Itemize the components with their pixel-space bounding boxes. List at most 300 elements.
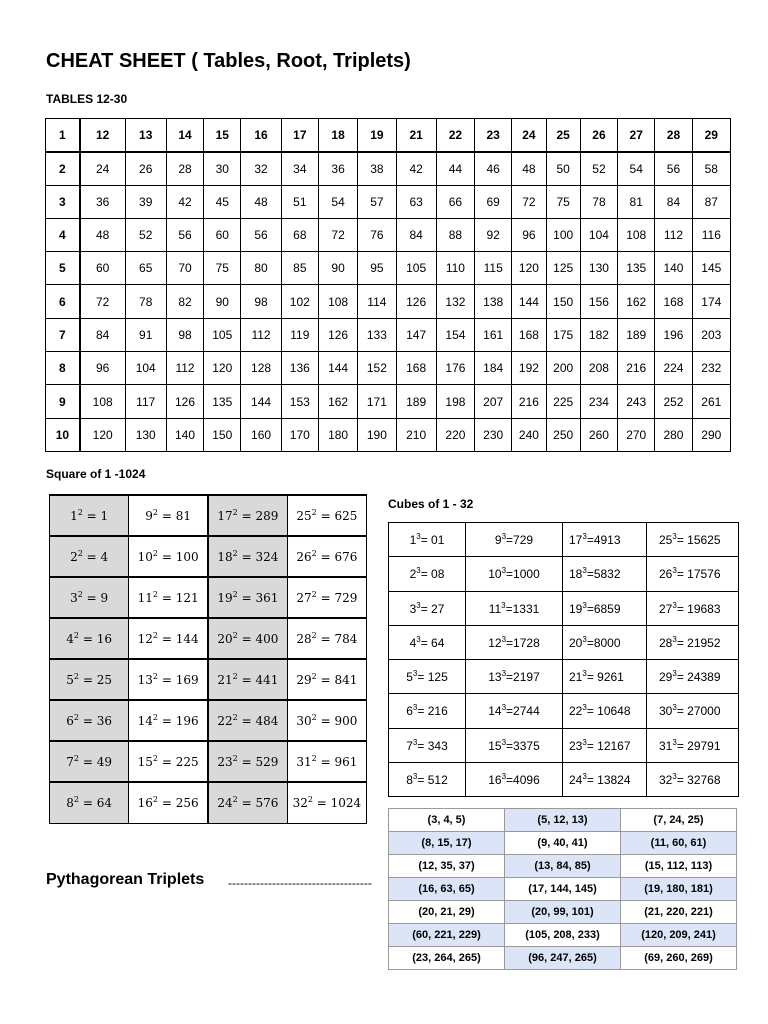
table-row (389, 878, 737, 901)
table-cell: 72 (80, 285, 125, 318)
square-base: 29 (296, 673, 312, 687)
cube-result: =5832 (586, 567, 621, 582)
table-cell: 42 (396, 152, 436, 185)
table-cell: 63 (396, 185, 436, 218)
table-header-cell: 16 (241, 119, 281, 152)
row-header-cell: 8 (46, 352, 80, 385)
table-cell: 108 (318, 285, 357, 318)
square-cell: $1^2 = 1$ (50, 495, 129, 536)
tables-section-label: TABLES 12-30 (46, 92, 128, 106)
table-cell: 54 (318, 185, 357, 218)
table-cell: 70 (166, 252, 203, 285)
triplet-cell: (3, 4, 5) (389, 809, 505, 832)
table-cell: 133 (358, 318, 396, 351)
square-base: 9 (145, 509, 153, 523)
table-cell: 168 (396, 352, 436, 385)
square-result: 196 (175, 714, 199, 728)
table-header-cell: 13 (125, 119, 166, 152)
table-cell: 117 (125, 385, 166, 418)
triplet-cell: (96, 247, 265) (505, 947, 621, 970)
square-result: 361 (255, 591, 279, 605)
cube-result: = 17576 (676, 567, 721, 582)
multiplication-table (45, 118, 731, 452)
square-cell: $32^2 = 1024$ (287, 782, 366, 823)
table-cell: 75 (546, 185, 580, 218)
table-cell: 28 (166, 152, 203, 185)
square-base: 32 (292, 796, 308, 811)
table-cell: 184 (475, 352, 512, 385)
square-base: 30 (296, 714, 312, 728)
page-title: CHEAT SHEET ( Tables, Root, Triplets) (46, 50, 411, 72)
cube-cell: $30^3= 27000$ (647, 694, 739, 728)
table-cell: 60 (204, 218, 241, 251)
table-row (46, 185, 731, 218)
table-header-cell: 17 (281, 119, 318, 152)
table-cell: 240 (512, 418, 546, 451)
table-cell: 280 (655, 418, 692, 451)
cube-cell: $11^3=1331$ (466, 591, 563, 625)
table-cell: 100 (546, 218, 580, 251)
cube-cell: $5^3= 125$ (389, 660, 466, 694)
table-cell: 120 (80, 418, 125, 451)
table-cell: 75 (204, 252, 241, 285)
table-cell: 76 (358, 218, 396, 251)
cube-base: 32 (659, 772, 673, 787)
cube-cell: $7^3= 343$ (389, 728, 466, 762)
cube-result: = 9261 (586, 670, 624, 685)
table-header-cell: 27 (618, 119, 655, 152)
cube-result: = 512 (417, 772, 448, 787)
cube-result: = 216 (417, 704, 448, 719)
triplet-cell: (23, 264, 265) (389, 947, 505, 970)
table-cell: 84 (655, 185, 692, 218)
table-cell: 189 (396, 385, 436, 418)
table-cell: 69 (475, 185, 512, 218)
table-cell: 72 (318, 218, 357, 251)
square-result: 1024 (330, 796, 362, 811)
triplet-cell: (16, 63, 65) (389, 878, 505, 901)
table-cell: 46 (475, 152, 512, 185)
table-cell: 98 (166, 318, 203, 351)
table-cell: 96 (512, 218, 546, 251)
cube-result: =2744 (506, 704, 540, 719)
square-result: 529 (255, 755, 279, 769)
cube-base: 26 (659, 567, 673, 582)
table-header-cell: 23 (475, 119, 512, 152)
table-row (389, 762, 739, 796)
table-row (389, 832, 737, 855)
triplet-cell: (60, 221, 229) (389, 924, 505, 947)
table-row (50, 618, 367, 659)
table-cell: 50 (546, 152, 580, 185)
cube-cell: $22^3= 10648$ (563, 694, 647, 728)
cube-result: = 08 (420, 567, 445, 582)
table-cell: 68 (281, 218, 318, 251)
table-cell: 207 (475, 385, 512, 418)
square-cell: $27^2 = 729$ (287, 577, 366, 618)
table-cell: 85 (281, 252, 318, 285)
square-base: 10 (137, 550, 153, 564)
table-cell: 140 (655, 252, 692, 285)
square-base: 12 (137, 632, 153, 646)
square-base: 24 (217, 796, 233, 811)
square-cell: $12^2 = 144$ (129, 618, 208, 659)
table-row (389, 660, 739, 694)
table-cell: 48 (241, 185, 281, 218)
square-result: 961 (334, 755, 358, 769)
table-cell: 136 (281, 352, 318, 385)
square-base: 3 (70, 591, 78, 605)
square-result: 144 (175, 632, 199, 646)
square-cell: $13^2 = 169$ (129, 659, 208, 700)
square-result: 16 (96, 632, 112, 646)
cube-cell: $9^3=729$ (466, 523, 563, 557)
table-cell: 115 (475, 252, 512, 285)
square-base: 4 (66, 632, 74, 646)
table-row (389, 947, 737, 970)
table-row (46, 285, 731, 318)
table-header-cell: 18 (318, 119, 357, 152)
square-result: 729 (334, 591, 358, 605)
cube-base: 17 (569, 533, 583, 548)
triplet-cell: (105, 208, 233) (505, 924, 621, 947)
square-result: 1 (100, 509, 109, 523)
square-cell: $7^2 = 49$ (50, 741, 129, 782)
cube-cell: $4^3= 64$ (389, 625, 466, 659)
cube-cell: $16^3=4096$ (466, 762, 563, 796)
triplet-cell: (120, 209, 241) (621, 924, 737, 947)
table-cell: 225 (546, 385, 580, 418)
table-cell: 36 (80, 185, 125, 218)
table-cell: 120 (512, 252, 546, 285)
square-cell: $15^2 = 225$ (129, 741, 208, 782)
table-cell: 208 (580, 352, 617, 385)
table-row (46, 318, 731, 351)
cube-cell: $18^3=5832$ (563, 557, 647, 591)
table-cell: 56 (241, 218, 281, 251)
table-cell: 216 (618, 352, 655, 385)
table-cell: 104 (125, 352, 166, 385)
square-base: 8 (66, 796, 74, 811)
table-cell: 182 (580, 318, 617, 351)
table-header-cell: 12 (80, 119, 125, 152)
cube-base: 24 (569, 772, 583, 787)
dashed-leader-line: ------------------------------------ (228, 876, 372, 890)
table-cell: 66 (436, 185, 474, 218)
table-cell: 112 (655, 218, 692, 251)
square-cell: $3^2 = 9$ (50, 577, 129, 618)
table-cell: 138 (475, 285, 512, 318)
table-cell: 175 (546, 318, 580, 351)
table-cell: 48 (80, 218, 125, 251)
table-row (389, 523, 739, 557)
table-cell: 51 (281, 185, 318, 218)
table-cell: 110 (436, 252, 474, 285)
square-cell: $24^2 = 576$ (208, 782, 287, 823)
cube-cell: $13^3=2197$ (466, 660, 563, 694)
table-header-cell: 28 (655, 119, 692, 152)
square-result: 841 (334, 673, 358, 687)
table-cell: 260 (580, 418, 617, 451)
square-cell: $29^2 = 841$ (287, 659, 366, 700)
triplet-cell: (15, 112, 113) (621, 855, 737, 878)
square-result: 484 (255, 714, 279, 728)
square-result: 256 (175, 796, 199, 811)
triplet-cell: (21, 220, 221) (621, 901, 737, 924)
cube-base: 21 (569, 670, 583, 685)
table-cell: 108 (80, 385, 125, 418)
table-row (389, 924, 737, 947)
table-row (50, 659, 367, 700)
square-cell: $20^2 = 400$ (208, 618, 287, 659)
table-cell: 160 (241, 418, 281, 451)
table-cell: 114 (358, 285, 396, 318)
table-header-cell: 21 (396, 119, 436, 152)
cube-cell: $14^3=2744$ (466, 694, 563, 728)
table-cell: 105 (204, 318, 241, 351)
table-cell: 198 (436, 385, 474, 418)
table-cell: 82 (166, 285, 203, 318)
cube-cell: $3^3= 27$ (389, 591, 466, 625)
table-header-cell: 1 (46, 119, 80, 152)
table-row (46, 152, 731, 185)
table-cell: 92 (475, 218, 512, 251)
table-cell: 170 (281, 418, 318, 451)
square-cell: $10^2 = 100$ (129, 536, 208, 577)
square-base: 20 (217, 632, 233, 646)
cube-cell: $26^3= 17576$ (647, 557, 739, 591)
square-base: 13 (137, 673, 153, 687)
row-header-cell: 9 (46, 385, 80, 418)
triplet-cell: (19, 180, 181) (621, 878, 737, 901)
squares-section-label: Square of 1 -1024 (46, 467, 146, 481)
table-row (46, 119, 731, 152)
square-result: 81 (175, 509, 191, 523)
cube-base: 31 (659, 738, 673, 753)
table-cell: 261 (692, 385, 730, 418)
square-result: 625 (334, 509, 358, 523)
cube-base: 23 (569, 738, 583, 753)
cube-result: =2197 (506, 670, 540, 685)
table-cell: 189 (618, 318, 655, 351)
cube-base: 7 (406, 738, 413, 753)
square-cell: $23^2 = 529$ (208, 741, 287, 782)
square-base: 31 (296, 755, 312, 769)
cube-base: 28 (659, 635, 673, 650)
square-base: 5 (66, 673, 74, 687)
table-cell: 24 (80, 152, 125, 185)
table-cell: 232 (692, 352, 730, 385)
square-base: 2 (70, 550, 78, 564)
row-header-cell: 2 (46, 152, 80, 185)
table-cell: 45 (204, 185, 241, 218)
cube-cell: $17^3=4913$ (563, 523, 647, 557)
table-row (46, 385, 731, 418)
table-cell: 36 (318, 152, 357, 185)
cube-base: 22 (569, 704, 583, 719)
table-cell: 250 (546, 418, 580, 451)
cube-cell: $20^3=8000$ (563, 625, 647, 659)
table-cell: 108 (618, 218, 655, 251)
square-cell: $28^2 = 784$ (287, 618, 366, 659)
table-cell: 154 (436, 318, 474, 351)
square-cell: $21^2 = 441$ (208, 659, 287, 700)
cube-cell: $12^3=1728$ (466, 625, 563, 659)
table-cell: 153 (281, 385, 318, 418)
cube-result: =729 (506, 533, 534, 548)
table-row (50, 700, 367, 741)
cube-base: 3 (409, 601, 417, 616)
square-cell: $22^2 = 484$ (208, 700, 287, 741)
row-header-cell: 6 (46, 285, 80, 318)
table-cell: 144 (512, 285, 546, 318)
table-cell: 60 (80, 252, 125, 285)
square-base: 26 (296, 550, 312, 564)
square-cell: $11^2 = 121$ (129, 577, 208, 618)
cube-base: 10 (488, 567, 502, 582)
square-base: 27 (296, 591, 312, 605)
table-cell: 203 (692, 318, 730, 351)
square-result: 9 (100, 591, 109, 605)
cube-cell: $25^3= 15625$ (647, 523, 739, 557)
cube-base: 2 (409, 567, 417, 582)
table-header-cell: 24 (512, 119, 546, 152)
table-cell: 96 (80, 352, 125, 385)
table-cell: 192 (512, 352, 546, 385)
cube-base: 16 (488, 772, 502, 787)
cube-cell: $24^3= 13824$ (563, 762, 647, 796)
square-base: 6 (66, 714, 74, 728)
table-cell: 125 (546, 252, 580, 285)
cube-result: = 343 (417, 738, 448, 753)
table-cell: 220 (436, 418, 474, 451)
table-row (389, 625, 739, 659)
triplet-cell: (69, 260, 269) (621, 947, 737, 970)
table-cell: 112 (241, 318, 281, 351)
square-result: 676 (334, 550, 358, 564)
cube-result: = 64 (420, 635, 445, 650)
table-row (46, 418, 731, 451)
square-result: 400 (255, 632, 279, 646)
table-cell: 116 (692, 218, 730, 251)
row-header-cell: 10 (46, 418, 80, 451)
cube-base: 20 (569, 635, 583, 650)
square-cell: $30^2 = 900$ (287, 700, 366, 741)
table-row (389, 809, 737, 832)
square-cell: $31^2 = 961$ (287, 741, 366, 782)
table-cell: 126 (318, 318, 357, 351)
table-row (389, 557, 739, 591)
table-row (50, 495, 367, 536)
cube-cell: $6^3= 216$ (389, 694, 466, 728)
table-row (389, 591, 739, 625)
square-result: 36 (96, 714, 112, 728)
cube-cell: $8^3= 512$ (389, 762, 466, 796)
cube-base: 30 (659, 704, 673, 719)
table-cell: 252 (655, 385, 692, 418)
table-cell: 140 (166, 418, 203, 451)
table-cell: 150 (204, 418, 241, 451)
cube-base: 1 (409, 533, 417, 548)
cube-base: 11 (488, 601, 502, 616)
table-header-cell: 29 (692, 119, 730, 152)
cube-base: 6 (406, 704, 413, 719)
square-cell: $8^2 = 64$ (50, 782, 129, 823)
table-cell: 168 (655, 285, 692, 318)
table-cell: 95 (358, 252, 396, 285)
row-header-cell: 5 (46, 252, 80, 285)
table-cell: 30 (204, 152, 241, 185)
table-cell: 105 (396, 252, 436, 285)
square-base: 14 (137, 714, 153, 728)
square-cell: $18^2 = 324$ (208, 536, 287, 577)
square-result: 49 (96, 755, 112, 769)
table-cell: 52 (580, 152, 617, 185)
table-cell: 171 (358, 385, 396, 418)
cube-result: = 01 (420, 533, 445, 548)
square-cell: $26^2 = 676$ (287, 536, 366, 577)
square-result: 4 (100, 550, 109, 564)
cube-result: = 24389 (676, 670, 721, 685)
square-base: 16 (137, 796, 153, 811)
square-base: 11 (137, 591, 153, 605)
table-cell: 34 (281, 152, 318, 185)
cube-base: 14 (488, 704, 502, 719)
square-cell: $4^2 = 16$ (50, 618, 129, 659)
square-base: 22 (217, 714, 233, 728)
square-cell: $2^2 = 4$ (50, 536, 129, 577)
table-row (389, 694, 739, 728)
square-result: 121 (175, 591, 199, 605)
cube-cell: $2^3= 08$ (389, 557, 466, 591)
triplet-cell: (11, 60, 61) (621, 832, 737, 855)
table-cell: 130 (125, 418, 166, 451)
cube-base: 25 (659, 533, 673, 548)
cube-base: 18 (569, 567, 583, 582)
cube-result: =4096 (506, 772, 540, 787)
table-row (50, 577, 367, 618)
cube-cell: $1^3= 01$ (389, 523, 466, 557)
triplet-cell: (9, 40, 41) (505, 832, 621, 855)
table-row (389, 728, 739, 762)
cube-cell: $31^3= 29791$ (647, 728, 739, 762)
cube-result: = 21952 (676, 635, 721, 650)
table-cell: 132 (436, 285, 474, 318)
table-cell: 147 (396, 318, 436, 351)
table-cell: 135 (204, 385, 241, 418)
table-cell: 216 (512, 385, 546, 418)
square-cell: $25^2 = 625$ (287, 495, 366, 536)
table-cell: 65 (125, 252, 166, 285)
cubes-table (388, 522, 739, 797)
table-header-cell: 15 (204, 119, 241, 152)
table-cell: 80 (241, 252, 281, 285)
cube-result: = 15625 (676, 533, 721, 548)
cube-cell: $23^3= 12167$ (563, 728, 647, 762)
square-base: 28 (296, 632, 312, 646)
table-cell: 210 (396, 418, 436, 451)
table-header-cell: 19 (358, 119, 396, 152)
triplet-cell: (8, 15, 17) (389, 832, 505, 855)
cube-result: = 19683 (676, 601, 721, 616)
cube-base: 27 (659, 601, 673, 616)
table-cell: 98 (241, 285, 281, 318)
table-cell: 162 (618, 285, 655, 318)
cube-cell: $29^3= 24389$ (647, 660, 739, 694)
table-cell: 174 (692, 285, 730, 318)
table-cell: 87 (692, 185, 730, 218)
square-cell: $14^2 = 196$ (129, 700, 208, 741)
